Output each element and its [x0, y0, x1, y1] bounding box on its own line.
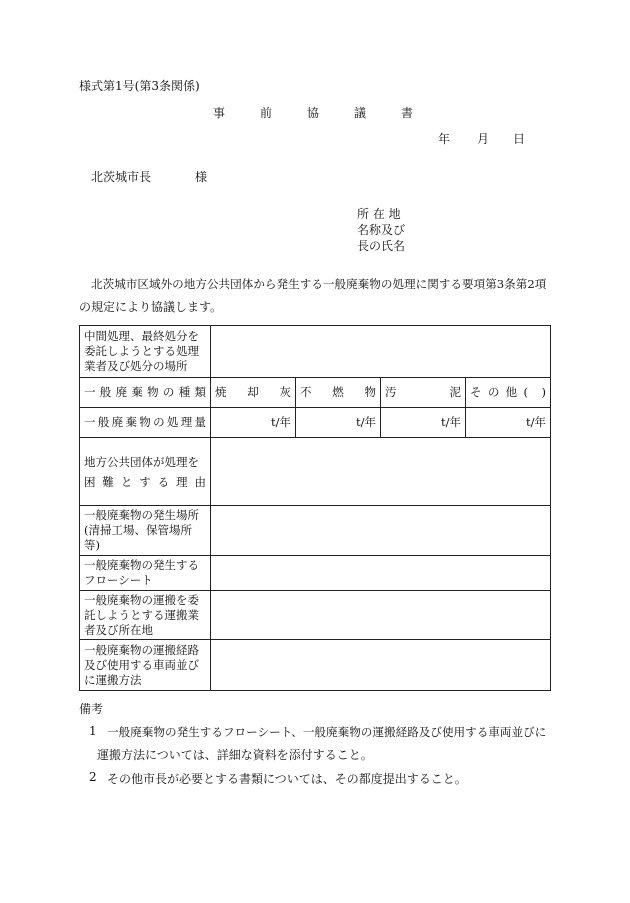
- waste-type-incombustible-text: 不 燃 物: [300, 385, 376, 399]
- date-day: 日: [513, 132, 526, 146]
- label-line: 一般廃棄物の発生場所: [84, 508, 199, 522]
- value-processor[interactable]: [211, 326, 551, 378]
- waste-type-other-close: ): [541, 385, 546, 399]
- remarks-number: 2: [89, 770, 97, 784]
- value-flowsheet[interactable]: [211, 556, 551, 591]
- label-flowsheet: [80, 556, 211, 591]
- waste-type-ash-text: 焼 却 灰: [215, 385, 291, 399]
- label-line: 業者及び処分の場所: [84, 359, 188, 373]
- date-year: 年: [438, 132, 451, 146]
- remarks-item1-line1: 一般廃棄物の発生するフローシート、一般廃棄物の運搬経路及び使用する車両並びに: [107, 725, 547, 739]
- label-line: 一 般 廃 棄 物 の 種 類: [84, 385, 206, 399]
- table-row: [80, 591, 551, 640]
- waste-type-sludge[interactable]: [381, 378, 466, 408]
- remarks-number: 1: [89, 724, 97, 738]
- label-difficulty-reason: [80, 438, 211, 506]
- value-origin-place[interactable]: [211, 506, 551, 556]
- waste-type-other-text: そ の 他 (: [470, 385, 528, 399]
- label-line: 一般廃棄物の運搬を委: [84, 592, 199, 607]
- body-text-line2: の規定により協議します。: [79, 300, 223, 314]
- label-waste-type: [80, 378, 211, 408]
- label-line: 地方公共団体が処理を: [84, 454, 199, 469]
- label-line: 及び使用する車両並び: [84, 657, 199, 672]
- value-transporter[interactable]: [211, 591, 551, 640]
- remarks-heading: 備考: [79, 702, 104, 716]
- label-line: (清掃工場、保管場所: [84, 523, 192, 537]
- table-row: [80, 326, 551, 378]
- body-text-line1: 北茨城市区域外の地方公共団体から発生する一般廃棄物の処理に関する要項第3条第2項: [91, 277, 547, 291]
- amount-sludge[interactable]: t/年: [381, 408, 466, 438]
- label-line: 困 難 と す る 理 由: [84, 474, 206, 489]
- date-month: 月: [477, 132, 490, 146]
- amount-ash[interactable]: t/年: [211, 408, 296, 438]
- table-row: [80, 408, 551, 438]
- table-row: [80, 378, 551, 408]
- label-transport-route: [80, 640, 211, 691]
- label-line: に運搬方法: [84, 672, 142, 687]
- value-transport-route[interactable]: [211, 640, 551, 691]
- remarks-item2: その他市長が必要とする書類については、その都度提出すること。: [107, 772, 467, 786]
- amount-other[interactable]: t/年: [466, 408, 551, 438]
- amount-incombustible[interactable]: t/年: [296, 408, 381, 438]
- form-number: 様式第1号(第3条関係): [79, 79, 200, 93]
- label-line: 等): [84, 538, 100, 552]
- addressee-honorific: 様: [195, 170, 208, 184]
- document-title-text: 事 前 協 議 書: [213, 106, 413, 120]
- label-line: 一般廃棄物の運搬経路: [84, 642, 199, 657]
- table-row: [80, 506, 551, 556]
- value-difficulty-reason[interactable]: [211, 438, 551, 506]
- document-title: [213, 104, 413, 121]
- applicant-address-label: 所 在 地: [357, 207, 401, 221]
- label-line: フローシート: [84, 573, 153, 587]
- label-line: 託しようとする運搬業: [84, 607, 199, 622]
- applicant-rep-label: 長の氏名: [357, 239, 406, 253]
- table-row: [80, 556, 551, 591]
- waste-type-other[interactable]: [466, 378, 551, 408]
- table-row: [80, 438, 551, 506]
- application-table: [79, 325, 551, 691]
- applicant-name-label: 名称及び: [357, 223, 406, 237]
- waste-type-incombustible[interactable]: [296, 378, 381, 408]
- waste-type-ash[interactable]: [211, 378, 296, 408]
- table-row: [80, 640, 551, 691]
- remarks-item1-line2: 運搬方法については、詳細な資料を添付すること。: [97, 748, 373, 762]
- label-line: 中間処理、最終処分を: [84, 329, 199, 343]
- waste-type-sludge-text: 汚 泥: [385, 385, 461, 399]
- label-processor: [80, 326, 211, 378]
- label-line: 一 般 廃 棄 物 の 処 理 量: [84, 415, 206, 429]
- label-line: 委託しようとする処理: [84, 344, 199, 358]
- label-transporter: [80, 591, 211, 640]
- addressee-name: 北茨城市長: [91, 170, 152, 184]
- label-origin-place: [80, 506, 211, 556]
- label-waste-amount: [80, 408, 211, 438]
- label-line: 者及び所在地: [84, 622, 153, 637]
- label-line: 一般廃棄物の発生する: [84, 558, 199, 572]
